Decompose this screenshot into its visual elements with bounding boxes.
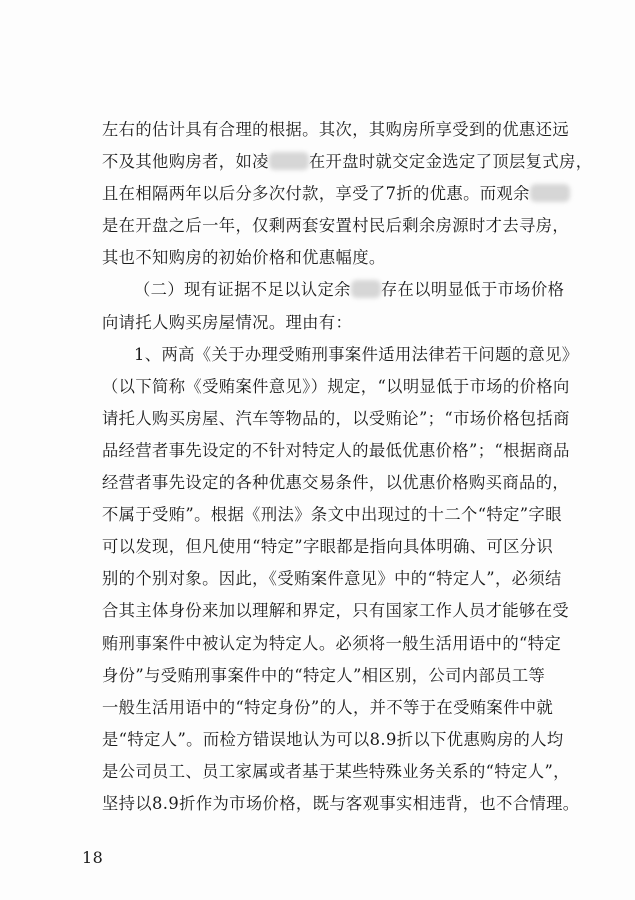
text-segment: 不及其他购房者，如凌 xyxy=(102,152,269,172)
text-line: 不属于受贿”。根据《刑法》条文中出现过的十二个“特定”字眼 xyxy=(102,505,562,525)
text-line xyxy=(102,146,593,178)
text-line: 是公司员工、员工家属或者基于某些特殊业务关系的“特定人”， xyxy=(102,761,570,781)
text-line: 合其主体身份来加以理解和界定，只有国家工作人员才能够在受 xyxy=(102,601,570,621)
text-line: 一般生活用语中的“特定身份”的人，并不等于在受贿案件中就 xyxy=(102,697,554,717)
text-line: 坚持以8.9折作为市场价格，既与客观事实相违背，也不合情理。 xyxy=(102,793,580,813)
text-segment: （二）现有证据不足以认定余 xyxy=(134,280,351,300)
text-line: 是“特定人”。而检方错误地认为可以8.9折以下优惠购房的人均 xyxy=(102,729,564,749)
text-line: 贿刑事案件中被认定为特定人。必须将一般生活用语中的“特定 xyxy=(102,633,562,653)
text-segment: 在开盘时就交定金选定了顶层复式房， xyxy=(308,152,593,172)
text-line: 经营者事先设定的各种优惠交易条件，以优惠价格购买商品的， xyxy=(102,473,570,493)
text-line: 品经营者事先设定的不针对特定人的最低优惠价格”；“根据商品 xyxy=(102,440,570,460)
redacted-name xyxy=(530,184,570,202)
text-line: （以下简称《受贿案件意见》）规定，“以明显低于市场的价格向 xyxy=(102,376,570,396)
text-line: 别的个别对象。因此，《受贿案件意见》中的“特定人”，必须结 xyxy=(102,569,562,589)
body-text xyxy=(102,114,593,820)
text-segment: 存在以明显低于市场价格 xyxy=(380,280,565,300)
text-line: 身份”与受贿刑事案件中的“特定人”相区别，公司内部员工等 xyxy=(102,665,546,685)
text-line: 向请托人购买房屋情况。理由有： xyxy=(102,312,353,332)
page-number: 18 xyxy=(82,848,104,867)
text-line: 其也不知购房的初始价格和优惠幅度。 xyxy=(102,248,386,268)
text-line xyxy=(102,178,572,210)
text-line xyxy=(102,274,572,306)
text-line: 1、两高《关于办理受贿刑事案件适用法律若干问题的意见》 xyxy=(134,344,579,364)
redacted-name xyxy=(269,152,309,170)
text-line: 可以发现，但凡使用“特定”字眼都是指向具体明确、可区分识 xyxy=(102,537,554,557)
text-segment: 且在相隔两年以后分多次付款，享受了7折的优惠。而观余 xyxy=(102,184,530,204)
redacted-name xyxy=(351,280,381,298)
text-line: 是在开盘之后一年，仅剩两套安置村民后剩余房源时才去寻房， xyxy=(102,216,570,236)
text-line: 请托人购买房屋、汽车等物品的，以受贿论”；“市场价格包括商 xyxy=(102,408,570,428)
text-line: 左右的估计具有合理的根据。其次，其购房所享受到的优惠还远 xyxy=(102,120,570,139)
